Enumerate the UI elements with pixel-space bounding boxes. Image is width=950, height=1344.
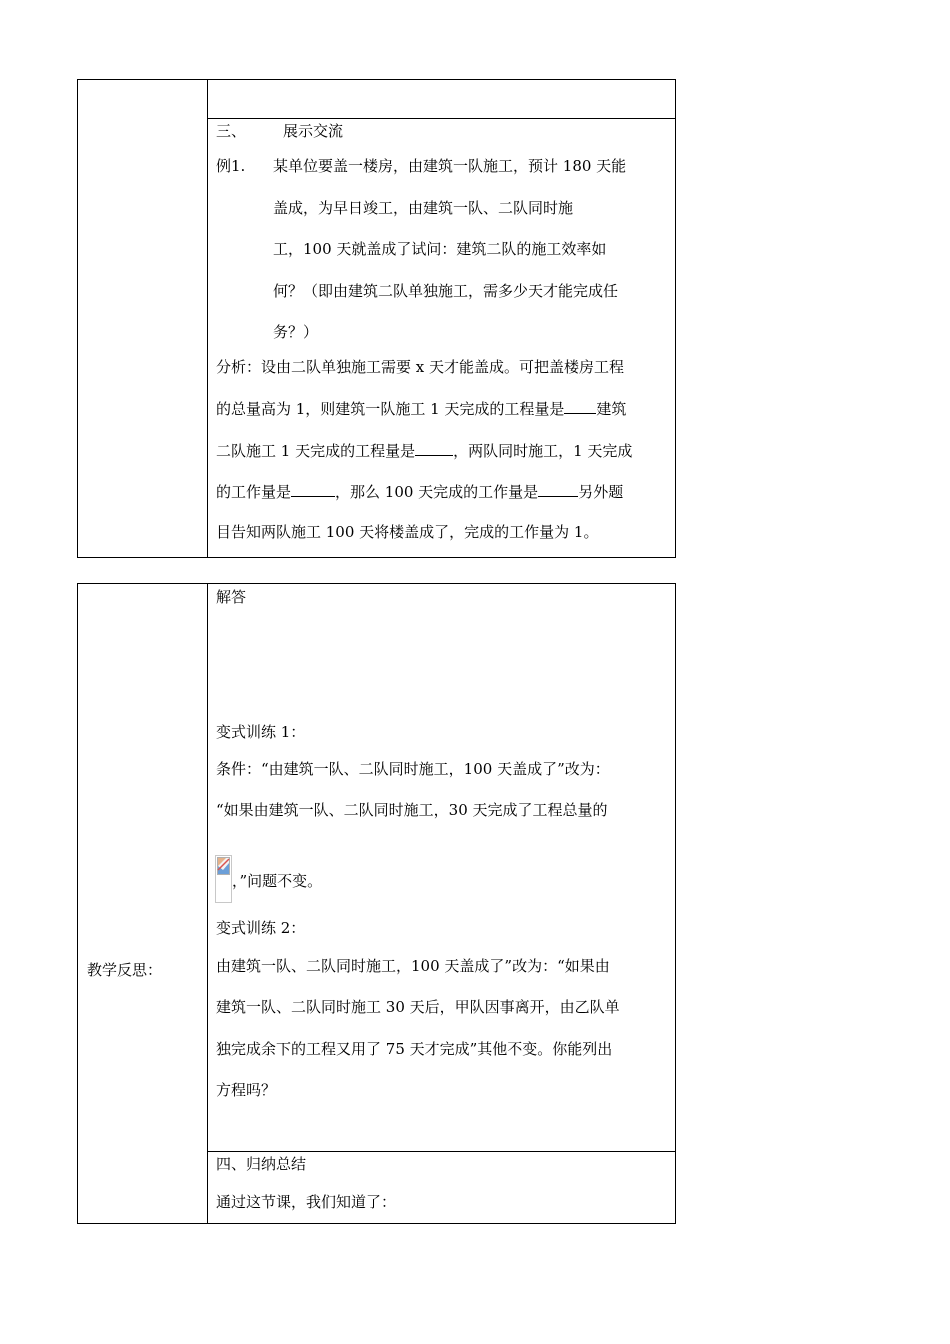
row-divider — [207, 1151, 675, 1152]
summary-heading: 四、归纳总结 — [216, 1155, 307, 1173]
variant1-line: ，”问题不变。 — [232, 872, 323, 890]
example-line: 某单位要盖一楼房，由建筑一队施工，预计 180 天能 — [273, 157, 627, 175]
example-line: 工，100 天就盖成了试问：建筑二队的施工效率如 — [273, 240, 607, 258]
variant2-title: 变式训练 2： — [216, 919, 306, 937]
reflection-label: 教学反思： — [87, 961, 163, 979]
variant1-title: 变式训练 1： — [216, 723, 306, 741]
example-label: 例1. — [216, 157, 246, 175]
fill-blank[interactable] — [538, 481, 578, 497]
variant2-line: 独完成余下的工程又用了 75 天才完成”其他不变。你能列出 — [216, 1040, 613, 1058]
example-line: 盖成，为早日竣工，由建筑一队、二队同时施 — [273, 199, 574, 217]
analysis-text: 另外题 — [578, 483, 624, 501]
fill-blank[interactable] — [415, 440, 453, 456]
column-divider — [207, 584, 208, 1223]
section-heading: 展示交流 — [283, 122, 344, 140]
analysis-text: ，两队同时施工，1 天完成 — [453, 442, 633, 460]
broken-image-icon — [215, 855, 232, 903]
variant2-line: 由建筑一队、二队同时施工，100 天盖成了”改为：“如果由 — [216, 957, 610, 975]
fill-blank[interactable] — [564, 398, 596, 414]
column-divider — [207, 80, 208, 557]
analysis-line: 分析：设由二队单独施工需要 x 天才能盖成。可把盖楼房工程 — [216, 358, 624, 376]
analysis-text: 的工作量是 — [216, 483, 292, 501]
example-line: 何？（即由建筑二队单独施工，需多少天才能完成任 — [273, 282, 619, 300]
variant1-line: “如果由建筑一队、二队同时施工，30 天完成了工程总量的 — [216, 801, 608, 819]
section-number: 三、 — [216, 122, 247, 140]
example-line: 务？） — [273, 323, 319, 341]
variant2-line: 建筑一队、二队同时施工 30 天后，甲队因事离开，由乙队单 — [216, 998, 620, 1016]
answer-label: 解答 — [216, 588, 247, 606]
analysis-text: 建筑 — [596, 400, 627, 418]
variant2-line: 方程吗？ — [216, 1081, 277, 1099]
row-divider — [207, 118, 675, 119]
analysis-text: 二队施工 1 天完成的工程量是 — [216, 442, 416, 460]
analysis-line: 目告知两队施工 100 天将楼盖成了，完成的工作量为 1。 — [216, 523, 599, 541]
analysis-line — [216, 398, 626, 419]
analysis-text: ，那么 100 天完成的工作量是 — [335, 483, 539, 501]
lesson-table-bottom — [77, 583, 676, 1224]
analysis-text: 的总量高为 1，则建筑一队施工 1 天完成的工程量是 — [216, 400, 565, 418]
analysis-line — [216, 440, 632, 461]
variant1-line: 条件：“由建筑一队、二队同时施工，100 天盖成了”改为： — [216, 760, 610, 778]
fill-blank[interactable] — [291, 481, 335, 497]
summary-line: 通过这节课，我们知道了： — [216, 1193, 397, 1211]
analysis-line — [216, 481, 623, 502]
